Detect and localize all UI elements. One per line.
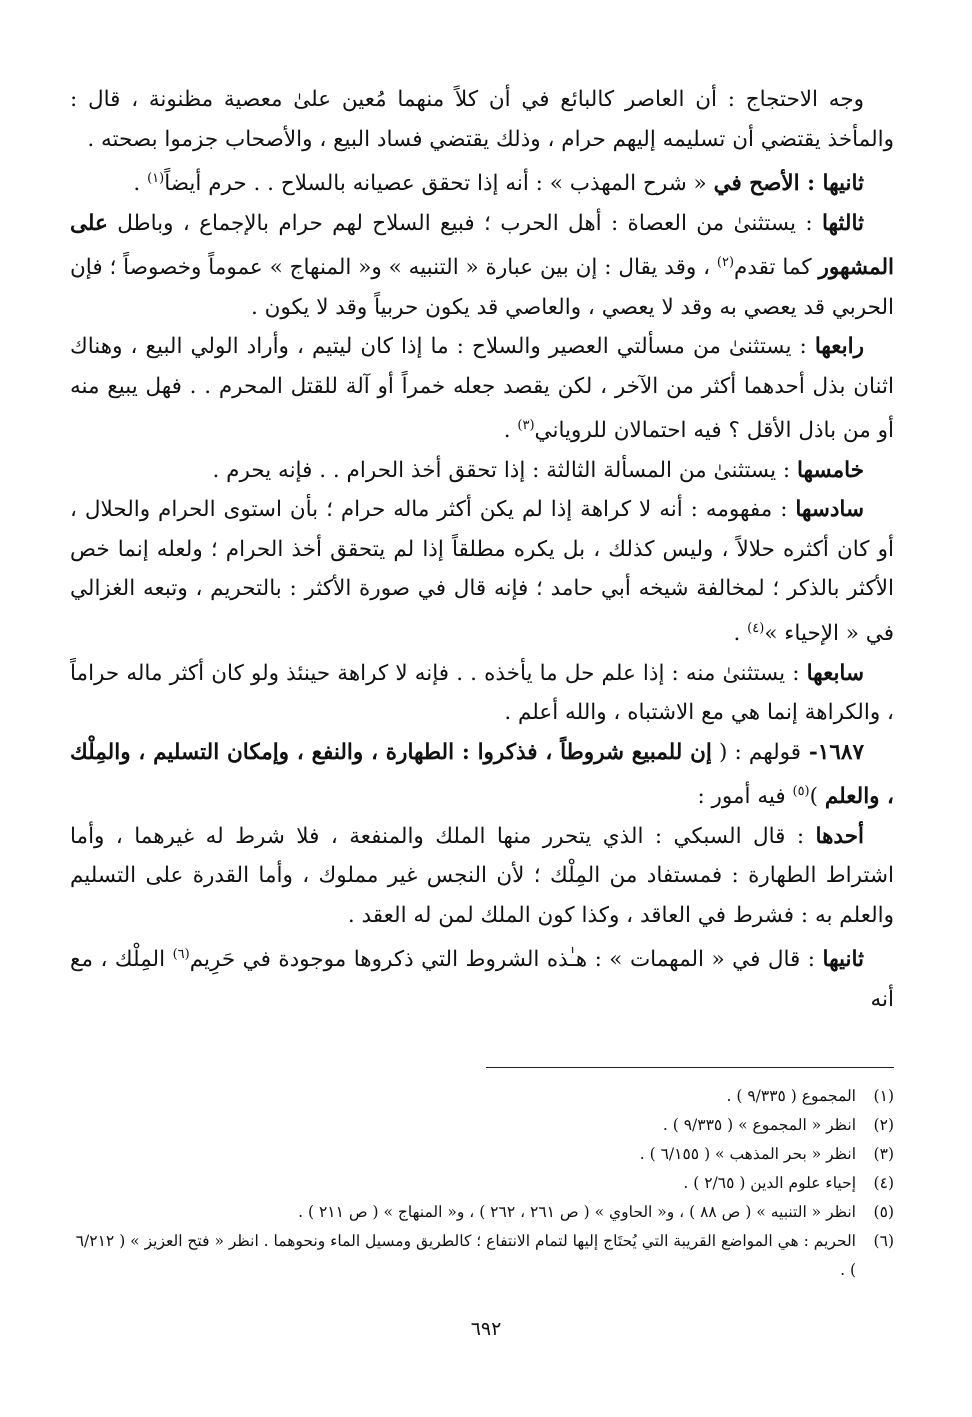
text-run: : مفهومه : أنه لا كراهة إذا لم يكن أكثر ماله حرام ؛ بأن استوى الحرام والحلال ، أو كان أكثره حلالاً ، وليس كذلك ، بل يكره مطلقاً إذا لم يتحقق أخذ الحرام ؛ ولعله إنما خص الأكثر بالذكر ؛ لمخالفة شيخه أبي حامد ؛ فإنه قال في صورة الأكثر : بالتحريم ، وتبعه الغزالي في « الإحياء » [70, 497, 894, 647]
text-run: : يستثنىٰ من مسألتي العصير والسلاح : ما إذا كان ليتيم ، وأراد الولي البيع ، وهناك اثنان بذل أحدهما أكثر من الآخر ، لكن يقصد جعله خمراً أو آلة للقتل المحرم . . فهل يبيع منه أو من باذل الأقل ؟ فيه احتمالان للروياني [70, 334, 894, 444]
paragraph [70, 935, 894, 1019]
paragraph [70, 80, 894, 159]
text-run: : قال في « المهمات » : هـٰذه الشروط التي ذكروها موجودة في حَرِيم [189, 947, 823, 973]
text-run: وجه الاحتجاج : أن العاصر كالبائع في أن كلاً منهما مُعين علىٰ معصية مظنونة ، قال : والمأخذ يقتضي أن تسليمه إليهم حرام ، وذلك يقتضي فساد البيع ، والأصحاب جزموا بصحته . [70, 87, 894, 152]
footnote [70, 1169, 894, 1198]
paragraph [70, 654, 894, 733]
text-run: : يستثنىٰ من العصاة : أهل الحرب ؛ فبيع السلاح لهم حرام بالإجماع ، وباطل [107, 210, 822, 236]
footnote-number: (٢) [873, 1116, 894, 1134]
bold-term: ثانيها [822, 947, 865, 973]
footnote-number: (٣) [873, 1145, 894, 1163]
paragraph [70, 451, 894, 491]
text-run: . [733, 621, 748, 647]
paragraph [70, 733, 894, 817]
page-number: ٦٩٢ [470, 1318, 502, 1340]
footnote-ref: (١) [147, 171, 165, 186]
bold-term: سادسها [795, 497, 864, 523]
bold-term: إن للمبيع شروطاً ، فذكروا : الطهارة ، والنفع ، وإمكان التسليم ، والمِلْك ، والعلم [70, 739, 894, 810]
footnote-number: (٥) [873, 1203, 894, 1221]
text-run: « شرح المهذب » : أنه إذا تحقق عصيانه بالسلاح . . حرم أيضاً [164, 171, 714, 197]
bold-term: على المشهور [70, 210, 894, 281]
footnote-ref: (٦) [172, 947, 190, 963]
bold-term: أحدها [815, 823, 864, 849]
bold-term: الأصح في [713, 171, 800, 197]
footnote-text: انظر « المجموع » ( ٩/٣٣٥ ) . [662, 1116, 856, 1134]
footnote-ref: (٢) [716, 255, 735, 271]
footnote-ref: (٣) [517, 418, 535, 434]
paragraph [70, 204, 894, 328]
footnotes [70, 1082, 894, 1285]
text-run: : يستثنىٰ منه : إذا علم حل ما يأخذه . . فإنه لا كراهة حينئذ ولو كان أكثر ماله حراماً ، والكراهة إنما هي مع الاشتباه ، والله أعلم . [70, 660, 894, 726]
text-run: قولهم : ( [711, 739, 802, 765]
bold-term: ثالثها [821, 210, 864, 236]
text-run: كما تقدم [734, 255, 819, 281]
footnote-separator [486, 1067, 894, 1068]
footnote [70, 1140, 894, 1169]
footnote-text: انظر « بحر المذهب » ( ٦/١٥٥ ) . [639, 1145, 856, 1163]
footnote [70, 1227, 894, 1285]
footnote-text: انظر « التنبيه » ( ص ٨٨ ) ، و« الحاوي » ( ص ٢٦١ ، ٢٦٢ ) ، و« المنهاج » ( ص ٢١١ ) . [298, 1203, 856, 1221]
text-run: . [503, 418, 518, 444]
paragraph [70, 817, 894, 936]
paragraph [70, 490, 894, 653]
bold-term: ثانيها : [799, 171, 864, 197]
text-run: : يستثنىٰ من المسألة الثالثة : إذا تحقق أخذ الحرام . . فإنه يحرم . [212, 457, 797, 483]
footnote [70, 1111, 894, 1140]
paragraph [70, 327, 894, 451]
bold-term: سابعها [806, 660, 864, 686]
text-run: . [133, 171, 148, 197]
main-text [70, 80, 894, 1019]
text-run: : قال السبكي : الذي يتحرر منها الملك والمنفعة ، فلا شرط له غيرهما ، وأما اشتراط الطهارة : فمستفاد من المِلْك ؛ لأن النجس غير مملوك ، وأما القدرة على التسليم والعلم به : فشرط في العاقد ، وكذا كون الملك لمن له العقد . [70, 823, 894, 928]
text-run: ) [809, 784, 825, 810]
footnote-ref: (٥) [792, 784, 810, 800]
footnote-number: (٤) [873, 1174, 894, 1192]
footnote [70, 1198, 894, 1227]
footnote-text: الحريم : هي المواضع القريبة التي يُحتَاج إليها لتمام الانتفاع ؛ كالطريق ومسيل الماء ونحوهما . انظر « فتح العزيز » ( ٦/٢١٢ ) . [75, 1232, 856, 1279]
footnote-text: إحياء علوم الدين ( ٢/٦٥ ) . [683, 1174, 856, 1192]
footnote-text: المجموع ( ٩/٣٣٥ ) . [726, 1087, 856, 1105]
text-run: فيه أمور : [697, 784, 793, 810]
paragraph [70, 159, 894, 204]
bold-term: رابعها [814, 334, 864, 360]
bold-term: ١٦٨٧- [801, 739, 864, 765]
text-run: ، وقد يقال : إن بين عبارة « التنبيه » و« المنهاج » عموماً وخصوصاً ؛ فإن الحربي قد يعصي به وقد لا يعصي ، والعاصي قد يكون حربياً وقد لا يكون . [70, 255, 894, 320]
footnote-number: (٦) [873, 1232, 894, 1250]
text-run: المِلْك ، مع أنه [70, 947, 894, 1012]
footnote-number: (١) [873, 1087, 894, 1105]
footnote [70, 1082, 894, 1111]
footnote-ref: (٤) [747, 620, 765, 636]
bold-term: خامسها [797, 457, 864, 483]
